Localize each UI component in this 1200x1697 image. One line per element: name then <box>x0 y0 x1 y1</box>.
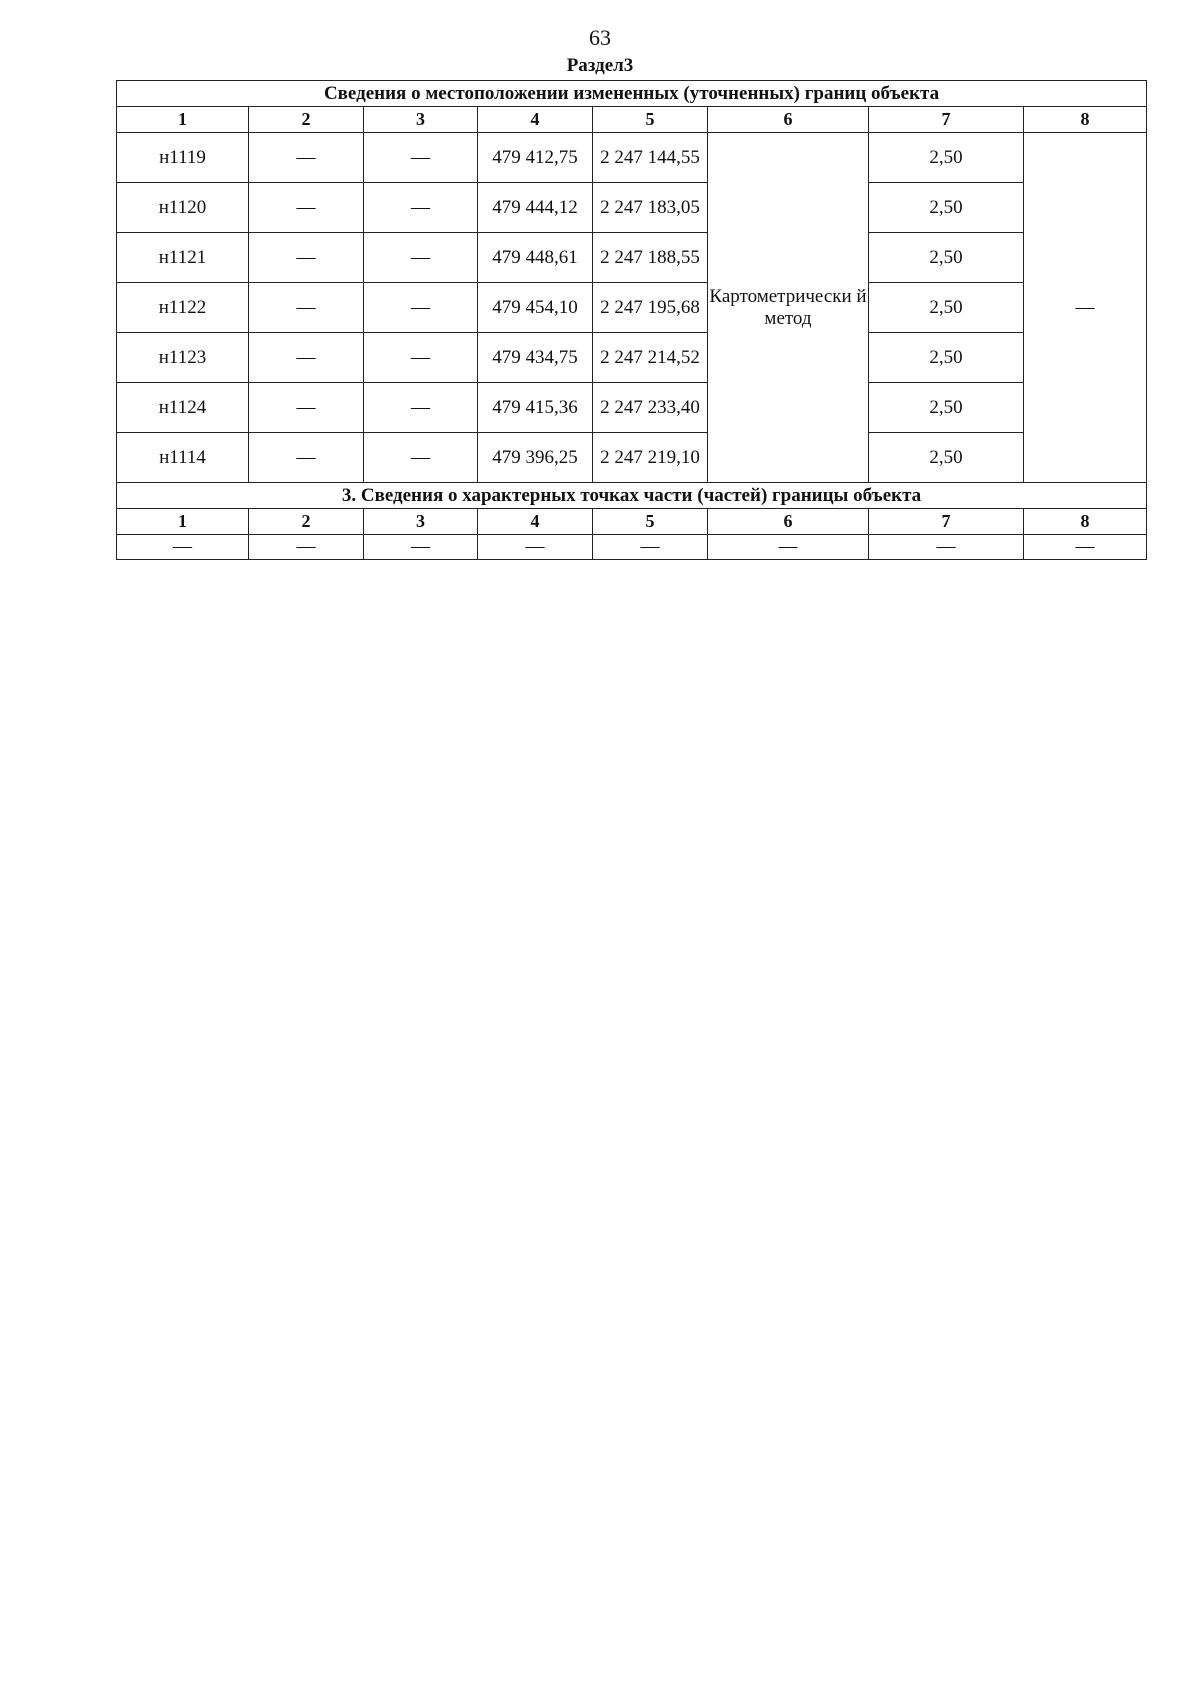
table-row <box>117 383 1147 433</box>
cell-dash: — <box>478 535 593 560</box>
column-number: 3 <box>364 509 478 535</box>
accuracy-value: 2,50 <box>869 383 1024 433</box>
coord-y: 2 247 219,10 <box>593 433 708 483</box>
boundary-table <box>116 80 1147 560</box>
accuracy-value: 2,50 <box>869 283 1024 333</box>
coord-y: 2 247 188,55 <box>593 233 708 283</box>
column-number: 4 <box>478 509 593 535</box>
accuracy-value: 2,50 <box>869 183 1024 233</box>
section3-caption-row <box>117 483 1147 509</box>
point-name: н1119 <box>117 133 249 183</box>
coord-x: 479 396,25 <box>478 433 593 483</box>
cell-dash: — <box>249 283 364 333</box>
column-number: 1 <box>117 107 249 133</box>
cell-dash: — <box>869 535 1024 560</box>
cell-dash: — <box>708 535 869 560</box>
cell-dash: — <box>364 333 478 383</box>
table-row <box>117 433 1147 483</box>
column-number: 5 <box>593 107 708 133</box>
cell-dash: — <box>364 183 478 233</box>
section3-caption: 3. Сведения о характерных точках части (частей) границы объекта <box>117 483 1147 509</box>
method-cell: Картометрически й метод <box>708 133 869 483</box>
cell-dash: — <box>249 183 364 233</box>
column-number: 5 <box>593 509 708 535</box>
cell-dash: — <box>364 383 478 433</box>
accuracy-value: 2,50 <box>869 233 1024 283</box>
cell-dash: — <box>364 535 478 560</box>
column-number: 4 <box>478 107 593 133</box>
coord-y: 2 247 233,40 <box>593 383 708 433</box>
coord-y: 2 247 144,55 <box>593 133 708 183</box>
coord-x: 479 454,10 <box>478 283 593 333</box>
point-name: н1122 <box>117 283 249 333</box>
column-number: 1 <box>117 509 249 535</box>
cell-dash: — <box>249 333 364 383</box>
col8-cell: — <box>1024 133 1147 483</box>
cell-dash: — <box>364 233 478 283</box>
coord-x: 479 448,61 <box>478 233 593 283</box>
table-caption: Сведения о местоположении измененных (уточненных) границ объекта <box>117 81 1147 107</box>
cell-dash: — <box>249 233 364 283</box>
column-number: 7 <box>869 107 1024 133</box>
page-number: 63 <box>589 25 611 50</box>
accuracy-value: 2,50 <box>869 433 1024 483</box>
table-row <box>117 183 1147 233</box>
section3-row <box>117 535 1147 560</box>
column-number: 2 <box>249 509 364 535</box>
cell-dash: — <box>249 535 364 560</box>
column-number: 8 <box>1024 509 1147 535</box>
column-number: 3 <box>364 107 478 133</box>
coord-y: 2 247 195,68 <box>593 283 708 333</box>
point-name: н1114 <box>117 433 249 483</box>
table-row <box>117 233 1147 283</box>
cell-dash: — <box>593 535 708 560</box>
table-row <box>117 133 1147 183</box>
point-name: н1124 <box>117 383 249 433</box>
point-name: н1120 <box>117 183 249 233</box>
point-name: н1123 <box>117 333 249 383</box>
cell-dash: — <box>364 433 478 483</box>
cell-dash: — <box>249 433 364 483</box>
table-row <box>117 333 1147 383</box>
coord-x: 479 415,36 <box>478 383 593 433</box>
cell-dash: — <box>249 133 364 183</box>
cell-dash: — <box>117 535 249 560</box>
coord-x: 479 412,75 <box>478 133 593 183</box>
coord-x: 479 444,12 <box>478 183 593 233</box>
column-number-row <box>117 107 1147 133</box>
cell-dash: — <box>364 133 478 183</box>
table-row <box>117 283 1147 333</box>
accuracy-value: 2,50 <box>869 133 1024 183</box>
cell-dash: — <box>1024 535 1147 560</box>
table-caption-row <box>117 81 1147 107</box>
coord-x: 479 434,75 <box>478 333 593 383</box>
coord-y: 2 247 183,05 <box>593 183 708 233</box>
section-title: Раздел3 <box>566 55 634 76</box>
coord-y: 2 247 214,52 <box>593 333 708 383</box>
point-name: н1121 <box>117 233 249 283</box>
column-number: 8 <box>1024 107 1147 133</box>
cell-dash: — <box>249 383 364 433</box>
column-number: 6 <box>708 509 869 535</box>
section3-column-number-row <box>117 509 1147 535</box>
cell-dash: — <box>364 283 478 333</box>
column-number: 7 <box>869 509 1024 535</box>
accuracy-value: 2,50 <box>869 333 1024 383</box>
column-number: 2 <box>249 107 364 133</box>
column-number: 6 <box>708 107 869 133</box>
